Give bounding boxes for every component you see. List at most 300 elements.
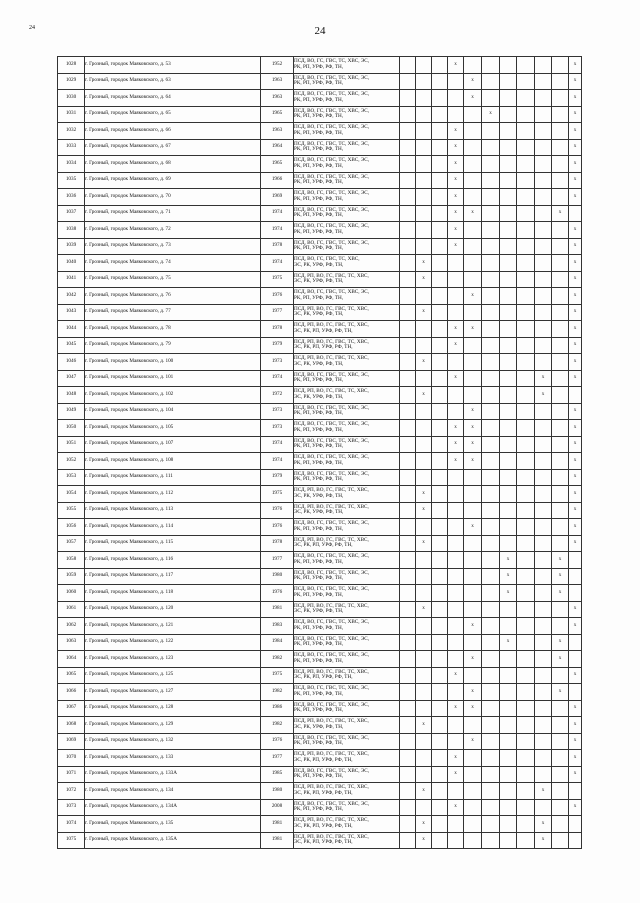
mark-cell [517,502,535,519]
mark-cell [482,700,500,717]
mark-cell [552,403,569,420]
mark-cell [500,750,517,767]
mark-cell [432,288,448,305]
row-address: г. Грозный, городок Маяковского, д. 121 [85,618,261,635]
row-services [294,799,400,816]
mark-cell [400,139,416,156]
row-services [294,453,400,470]
row-address: г. Грозный, городок Маяковского, д. 64 [85,90,261,107]
mark-cell [400,766,416,783]
mark-cell [432,387,448,404]
services-line-2: РК, РП, УРФ, РФ, ТН, [294,657,344,664]
mark-cell [448,486,464,503]
mark-cell: х [569,519,582,536]
services-line-1: ПСД, ВО, ГС, ГВС, ТС, ХВС, ЭС, [294,734,370,741]
row-address: г. Грозный, городок Маяковского, д. 112 [85,486,261,503]
mark-cell [569,684,582,701]
services-line-1: ПСД, ВО, ГС, ГВС, ТС, ХВС, ЭС, [294,569,370,576]
services-line-1: ПСД, ВО, ГС, ГВС, ТС, ХВС, ЭС, [294,701,370,708]
mark-cell [416,420,432,437]
mark-cell [517,634,535,651]
table-row [58,568,582,585]
services-line-1: ПСД, ВО, ГС, ГВС, ТС, ХВС, ЭС, [294,107,370,114]
mark-cell [552,255,569,272]
mark-cell [500,57,517,74]
mark-cell [432,222,448,239]
mark-cell [552,799,569,816]
mark-cell [517,288,535,305]
mark-cell [535,205,552,222]
services-line-2: РК, РП, УРФ, РФ, ТН, [294,773,344,780]
mark-cell [416,700,432,717]
mark-cell [448,535,464,552]
mark-cell [400,189,416,206]
mark-cell: х [552,684,569,701]
services-line-1: ПСД, ВО, ГС, ГВС, ТС, ХВС, [294,256,360,263]
services-line-1: ПСД, ВО, ГС, ГВС, ТС, ХВС, ЭС, [294,91,370,98]
mark-cell [500,205,517,222]
mark-cell [416,799,432,816]
row-services [294,601,400,618]
mark-cell [400,271,416,288]
mark-cell [432,106,448,123]
mark-cell: х [569,799,582,816]
mark-cell: х [552,552,569,569]
services-line-2: РК, РП, УРФ, РФ, ТН, [294,245,344,252]
mark-cell [552,733,569,750]
table-row [58,519,582,536]
row-year: 1965 [261,156,294,173]
mark-cell [432,618,448,635]
mark-cell [464,469,482,486]
row-address: г. Грозный, городок Маяковского, д. 123 [85,651,261,668]
row-services [294,651,400,668]
row-year: 1973 [261,420,294,437]
row-address: г. Грозный, городок Маяковского, д. 101 [85,370,261,387]
table-row [58,469,582,486]
mark-cell: х [416,271,432,288]
mark-cell [432,123,448,140]
mark-cell [535,486,552,503]
mark-cell [448,552,464,569]
services-line-2: ЭС, РК, УРФ, РФ, ТН, [294,311,344,318]
row-number: 1075 [58,832,85,849]
row-services [294,684,400,701]
table-row [58,337,582,354]
mark-cell [482,651,500,668]
mark-cell [400,684,416,701]
mark-cell [535,552,552,569]
mark-cell [416,585,432,602]
mark-cell [482,387,500,404]
row-address: г. Грозный, городок Маяковского, д. 66 [85,123,261,140]
mark-cell [432,634,448,651]
row-services [294,304,400,321]
services-line-2: РК, РП, УРФ, РФ, ТН, [294,575,344,582]
mark-cell [552,420,569,437]
table-row [58,651,582,668]
mark-cell [432,733,448,750]
services-line-2: РК, РП, УРФ, РФ, ТН, [294,690,344,697]
table-row [58,73,582,90]
mark-cell [500,453,517,470]
row-services [294,370,400,387]
mark-cell: х [535,832,552,849]
row-services [294,700,400,717]
mark-cell [432,90,448,107]
row-year: 1972 [261,387,294,404]
row-number: 1067 [58,700,85,717]
mark-cell [500,436,517,453]
mark-cell: х [416,502,432,519]
row-year: 1980 [261,568,294,585]
services-line-1: ПСД, РП, ВО, ГС, ГВС, ТС, ХВС, [294,718,369,725]
row-services [294,585,400,602]
mark-cell [552,370,569,387]
mark-cell [517,123,535,140]
mark-cell [448,502,464,519]
mark-cell [535,766,552,783]
row-year: 1974 [261,370,294,387]
mark-cell [517,238,535,255]
row-services [294,832,400,849]
table-row [58,816,582,833]
row-services [294,321,400,338]
row-number: 1071 [58,766,85,783]
mark-cell: х [569,453,582,470]
table-row [58,486,582,503]
services-line-2: ЭС, РК, РП, УРФ, РФ, ТН, [294,789,353,796]
mark-cell: х [569,403,582,420]
mark-cell: х [448,156,464,173]
row-year: 1986 [261,700,294,717]
mark-cell: х [448,750,464,767]
mark-cell [517,618,535,635]
row-number: 1054 [58,486,85,503]
row-address: г. Грозный, городок Маяковского, д. 105 [85,420,261,437]
services-line-1: ПСД, ВО, ГС, ГВС, ТС, ХВС, ЭС, [294,800,370,807]
mark-cell: х [448,238,464,255]
mark-cell [432,370,448,387]
row-number: 1074 [58,816,85,833]
mark-cell [535,453,552,470]
mark-cell [432,469,448,486]
mark-cell [432,502,448,519]
mark-cell [464,189,482,206]
mark-cell [416,733,432,750]
mark-cell [400,783,416,800]
mark-cell [552,816,569,833]
table-body [58,57,582,849]
row-address: г. Грозный, городок Маяковского, д. 104 [85,403,261,420]
mark-cell [535,700,552,717]
mark-cell [448,304,464,321]
mark-cell [416,106,432,123]
row-year: 1963 [261,123,294,140]
mark-cell: х [464,618,482,635]
mark-cell [400,585,416,602]
mark-cell [569,832,582,849]
row-address: г. Грозный, городок Маяковского, д. 65 [85,106,261,123]
mark-cell [535,684,552,701]
row-year: 1977 [261,750,294,767]
mark-cell [535,139,552,156]
row-year: 1974 [261,255,294,272]
mark-cell: х [569,90,582,107]
mark-cell [432,750,448,767]
services-line-1: ПСД, РП, ВО, ГС, ГВС, ТС, ХВС, [294,602,369,609]
mark-cell [464,634,482,651]
mark-cell [500,420,517,437]
mark-cell [535,750,552,767]
row-number: 1066 [58,684,85,701]
services-line-2: РК, РП, УРФ, РФ, ТН, [294,179,344,186]
row-number: 1031 [58,106,85,123]
mark-cell: х [464,321,482,338]
row-number: 1033 [58,139,85,156]
mark-cell [416,750,432,767]
mark-cell: х [448,139,464,156]
services-line-2: ЭС, РК, УРФ, РФ, ТН, [294,608,344,615]
services-line-2: РК, РП, УРФ, РФ, ТН, [294,806,344,813]
services-line-2: РК, РП, УРФ, РФ, ТН, [294,228,344,235]
services-line-1: ПСД, ВО, ГС, ГВС, ТС, ХВС, ЭС, [294,58,370,65]
mark-cell [400,354,416,371]
corner-page-number: 24 [29,25,35,31]
mark-cell: х [569,238,582,255]
mark-cell [432,717,448,734]
mark-cell [517,106,535,123]
table-row [58,766,582,783]
mark-cell [535,288,552,305]
mark-cell [569,816,582,833]
row-services [294,354,400,371]
mark-cell [482,634,500,651]
mark-cell [517,255,535,272]
mark-cell [535,73,552,90]
row-year: 1976 [261,585,294,602]
mark-cell [400,387,416,404]
mark-cell: х [448,123,464,140]
row-year: 1976 [261,519,294,536]
mark-cell [482,354,500,371]
table-row [58,403,582,420]
table-row [58,453,582,470]
services-line-1: ПСД, РП, ВО, ГС, ГВС, ТС, ХВС, [294,355,369,362]
mark-cell [535,651,552,668]
mark-cell [535,717,552,734]
mark-cell [416,403,432,420]
row-services [294,222,400,239]
services-line-2: РК, РП, УРФ, РФ, ТН, [294,129,344,136]
mark-cell [482,288,500,305]
mark-cell [432,799,448,816]
mark-cell: х [464,403,482,420]
table-row [58,255,582,272]
mark-cell [400,502,416,519]
mark-cell [464,255,482,272]
mark-cell: х [569,288,582,305]
table-row [58,222,582,239]
services-line-2: РК, РП, УРФ, РФ, ТН, [294,459,344,466]
mark-cell: х [569,486,582,503]
mark-cell [517,700,535,717]
mark-cell [500,535,517,552]
row-number: 1037 [58,205,85,222]
row-year: 1976 [261,502,294,519]
mark-cell: х [569,189,582,206]
row-services [294,238,400,255]
mark-cell [552,717,569,734]
mark-cell [432,667,448,684]
row-year: 1978 [261,238,294,255]
mark-cell: х [448,370,464,387]
mark-cell [432,585,448,602]
services-line-1: ПСД, ВО, ГС, ГВС, ТС, ХВС, ЭС, [294,586,370,593]
mark-cell [535,255,552,272]
mark-cell: х [464,733,482,750]
mark-cell [482,618,500,635]
row-services [294,288,400,305]
mark-cell [535,337,552,354]
row-number: 1070 [58,750,85,767]
services-line-1: ПСД, ВО, ГС, ГВС, ТС, ХВС, ЭС, [294,74,370,81]
mark-cell [448,733,464,750]
mark-cell [569,585,582,602]
mark-cell: х [552,585,569,602]
row-number: 1039 [58,238,85,255]
table-row [58,370,582,387]
table-row [58,618,582,635]
mark-cell [552,700,569,717]
mark-cell [482,585,500,602]
table-row [58,733,582,750]
mark-cell [432,354,448,371]
mark-cell [552,189,569,206]
mark-cell [400,832,416,849]
mark-cell: х [569,436,582,453]
mark-cell [482,156,500,173]
mark-cell [464,667,482,684]
services-line-1: ПСД, ВО, ГС, ГВС, ТС, ХВС, ЭС, [294,404,370,411]
mark-cell [517,519,535,536]
mark-cell [517,832,535,849]
mark-cell [432,535,448,552]
mark-cell [482,337,500,354]
mark-cell [552,667,569,684]
row-services [294,519,400,536]
mark-cell [552,453,569,470]
services-line-2: РК, РП, УРФ, РФ, ТН, [294,96,344,103]
services-line-1: ПСД, РП, ВО, ГС, ГВС, ТС, ХВС, [294,503,369,510]
mark-cell [416,205,432,222]
mark-cell [535,189,552,206]
services-line-1: ПСД, РП, ВО, ГС, ГВС, ТС, ХВС, [294,272,369,279]
mark-cell: х [448,436,464,453]
row-number: 1049 [58,403,85,420]
row-address: г. Грозный, городок Маяковского, д. 120 [85,601,261,618]
row-services [294,568,400,585]
mark-cell [432,337,448,354]
services-line-1: ПСД, РП, ВО, ГС, ГВС, ТС, ХВС, [294,784,369,791]
mark-cell: х [416,354,432,371]
mark-cell [482,717,500,734]
services-line-2: ЭС, РК, УРФ, РФ, ТН, [294,261,344,268]
mark-cell: х [448,321,464,338]
mark-cell [464,783,482,800]
row-address: г. Грозный, городок Маяковского, д. 107 [85,436,261,453]
mark-cell [448,469,464,486]
table-row [58,684,582,701]
mark-cell [517,750,535,767]
mark-cell [552,766,569,783]
services-line-2: РК, РП, УРФ, РФ, ТН, [294,740,344,747]
mark-cell: х [448,420,464,437]
mark-cell [500,321,517,338]
mark-cell [569,387,582,404]
mark-cell [432,271,448,288]
row-year: 1981 [261,816,294,833]
mark-cell: х [569,337,582,354]
table-row [58,700,582,717]
services-line-2: РК, РП, УРФ, РФ, ТН, [294,410,344,417]
services-line-2: РК, РП, УРФ, РФ, ТН, [294,558,344,565]
row-year: 1964 [261,139,294,156]
mark-cell [482,535,500,552]
mark-cell [535,436,552,453]
mark-cell: х [569,667,582,684]
mark-cell: х [569,750,582,767]
mark-cell [500,816,517,833]
mark-cell [552,618,569,635]
row-address: г. Грозный, городок Маяковского, д. 79 [85,337,261,354]
mark-cell [552,172,569,189]
table-row [58,552,582,569]
mark-cell: х [552,205,569,222]
mark-cell: х [416,255,432,272]
mark-cell [500,90,517,107]
mark-cell [432,321,448,338]
table-row [58,288,582,305]
mark-cell: х [500,568,517,585]
mark-cell [535,519,552,536]
mark-cell [517,766,535,783]
row-services [294,189,400,206]
mark-cell [400,288,416,305]
row-year: 1981 [261,601,294,618]
services-line-2: РК, РП, УРФ, РФ, ТН, [294,426,344,433]
services-line-2: РК, РП, УРФ, РФ, ТН, [294,624,344,631]
mark-cell [400,123,416,140]
row-year: 1979 [261,469,294,486]
mark-cell [464,816,482,833]
table-row [58,717,582,734]
table-row [58,139,582,156]
mark-cell [517,601,535,618]
mark-cell [448,717,464,734]
mark-cell [535,403,552,420]
row-number: 1050 [58,420,85,437]
row-year: 1977 [261,304,294,321]
mark-cell [517,370,535,387]
mark-cell [517,486,535,503]
table-row [58,667,582,684]
services-line-2: РК, РП, УРФ, РФ, ТН, [294,80,344,87]
services-line-2: ЭС, РК, РП, УРФ, РФ, ТН, [294,344,353,351]
mark-cell [448,684,464,701]
mark-cell [569,205,582,222]
mark-cell [482,519,500,536]
